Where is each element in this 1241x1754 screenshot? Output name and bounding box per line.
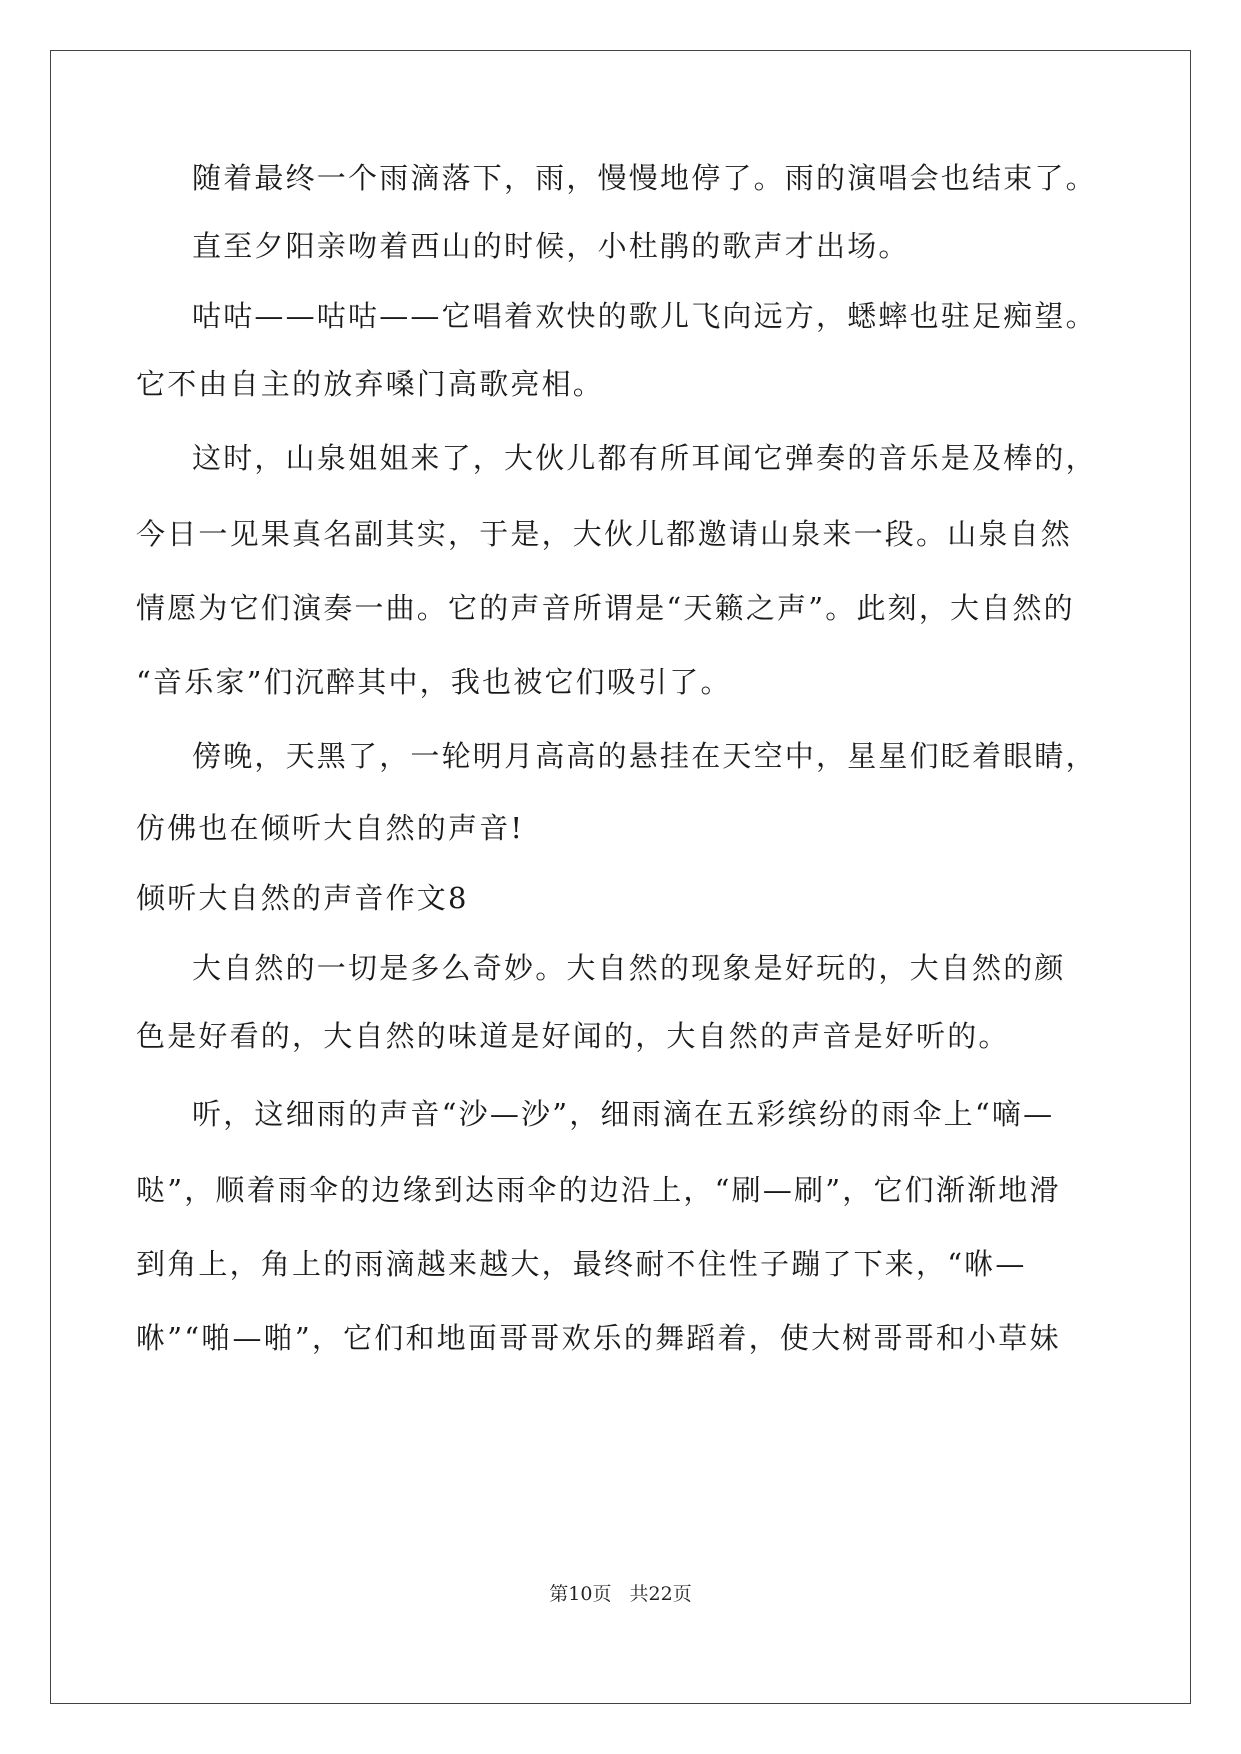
paragraph-line: 大自然的一切是多么奇妙。大自然的现象是好玩的，大自然的颜 <box>192 951 1066 985</box>
paragraph-line: 这时，山泉姐姐来了，大伙儿都有所耳闻它弹奏的音乐是及棒的， <box>192 441 1097 475</box>
paragraph-line: 情愿为它们演奏一曲。它的声音所谓是“天籁之声”。此刻，大自然的 <box>136 591 1075 625</box>
paragraph-line: 直至夕阳亲吻着西山的时候，小杜鹃的歌声才出场。 <box>192 229 910 263</box>
page-number-total: 共22页 <box>629 1583 692 1605</box>
paragraph-line: 哒”，顺着雨伞的边缘到达雨伞的边沿上，“刷—刷”，它们渐渐地滑 <box>136 1173 1061 1207</box>
paragraph-line: “音乐家”们沉醉其中，我也被它们吸引了。 <box>136 665 732 699</box>
paragraph-line: 咻”“啪—啪”，它们和地面哥哥欢乐的舞蹈着，使大树哥哥和小草妹 <box>136 1321 1061 1355</box>
paragraph-line: 今日一见果真名副其实，于是，大伙儿都邀请山泉来一段。山泉自然 <box>136 517 1073 551</box>
section-heading: 倾听大自然的声音作文8 <box>136 881 469 915</box>
paragraph-line: 仿佛也在倾听大自然的声音! <box>136 811 525 845</box>
paragraph-line: 听，这细雨的声音“沙—沙”，细雨滴在五彩缤纷的雨伞上“嘀— <box>192 1097 1055 1131</box>
paragraph-line: 它不由自主的放弃嗓门高歌亮相。 <box>136 367 605 401</box>
page-number-current: 第10页 <box>549 1583 612 1605</box>
paragraph-line: 随着最终一个雨滴落下，雨，慢慢地停了。雨的演唱会也结束了。 <box>192 161 1097 195</box>
paragraph-line: 傍晚，天黑了，一轮明月高高的悬挂在天空中，星星们眨着眼睛， <box>192 739 1097 773</box>
paragraph-line: 到角上，角上的雨滴越来越大，最终耐不住性子蹦了下来，“咻— <box>136 1247 1027 1281</box>
paragraph-line: 色是好看的，大自然的味道是好闻的，大自然的声音是好听的。 <box>136 1019 1010 1053</box>
paragraph-line: 咕咕——咕咕——它唱着欢快的歌儿飞向远方，蟋蟀也驻足痴望。 <box>192 299 1097 333</box>
page-footer <box>0 1582 1241 1606</box>
